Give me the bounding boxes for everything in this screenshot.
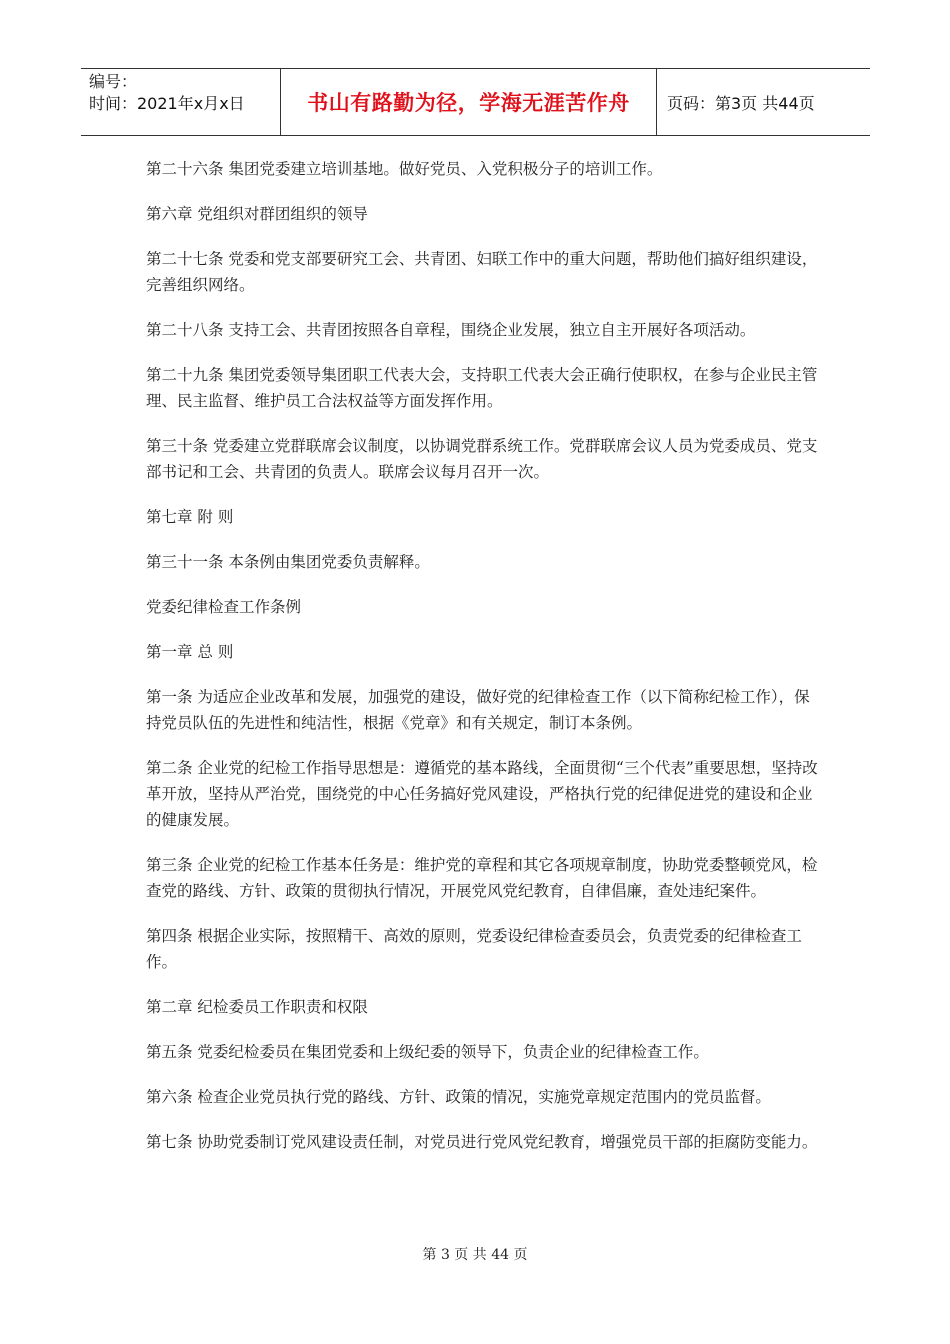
paragraph: 第二条 企业党的纪检工作指导思想是：遵循党的基本路线，全面贯彻“三个代表”重要思想，坚持改革开放，坚持从严治党，围绕党的中心任务搞好党风建设，严格执行党的纪律促进党的建设和企业的健康发展。 xyxy=(146,759,818,829)
paragraph: 第三十条 党委建立党群联席会议制度，以协调党群系统工作。党群联席会议人员为党委成员、党支部书记和工会、共青团的负责人。联席会议每月召开一次。 xyxy=(146,437,818,481)
header-meta xyxy=(81,69,281,135)
chapter-heading: 第七章 附 则 xyxy=(146,508,234,526)
paragraph: 第三条 企业党的纪检工作基本任务是：维护党的章程和其它各项规章制度，协助党委整顿党风，检查党的路线、方针、政策的贯彻执行情况，开展党风党纪教育，自律倡廉，查处违纪案件。 xyxy=(146,856,818,900)
paragraph: 第一条 为适应企业改革和发展，加强党的建设，做好党的纪律检查工作（以下简称纪检工作），保持党员队伍的先进性和纯洁性，根据《党章》和有关规定，制订本条例。 xyxy=(146,688,810,732)
chapter-heading: 第二章 纪检委员工作职责和权限 xyxy=(146,998,368,1016)
paragraph: 第二十八条 支持工会、共青团按照各自章程，围绕企业发展，独立自主开展好各项活动。 xyxy=(146,321,756,339)
paragraph: 第三十一条 本条例由集团党委负责解释。 xyxy=(146,553,430,571)
document-body xyxy=(146,156,818,1174)
chapter-heading: 第一章 总 则 xyxy=(146,643,234,661)
paragraph: 第五条 党委纪检委员在集团党委和上级纪委的领导下，负责企业的纪律检查工作。 xyxy=(146,1043,709,1061)
page-footer: 第 3 页 共 44 页 xyxy=(422,1247,528,1263)
header-motto: 书山有路勤为径，学海无涯苦作舟 xyxy=(281,69,657,135)
paragraph: 第六条 检查企业党员执行党的路线、方针、政策的情况，实施党章规定范围内的党员监督。 xyxy=(146,1088,771,1106)
paragraph: 第二十六条 集团党委建立培训基地。做好党员、入党积极分子的培训工作。 xyxy=(146,160,663,178)
document-date: 时间：2021年x月x日 xyxy=(89,94,245,113)
paragraph: 第二十九条 集团党委领导集团职工代表大会，支持职工代表大会正确行使职权，在参与企业民主管理、民主监督、维护员工合法权益等方面发挥作用。 xyxy=(146,366,818,410)
section-title: 党委纪律检查工作条例 xyxy=(146,598,302,616)
paragraph: 第二十七条 党委和党支部要研究工会、共青团、妇联工作中的重大问题，帮助他们搞好组织建设，完善组织网络。 xyxy=(146,250,818,294)
document-number-label: 编号： xyxy=(89,72,138,91)
header-page-number: 页码：第3页 共44页 xyxy=(667,93,815,113)
chapter-heading: 第六章 党组织对群团组织的领导 xyxy=(146,205,368,223)
paragraph: 第四条 根据企业实际，按照精干、高效的原则，党委设纪律检查委员会，负责党委的纪律检查工作。 xyxy=(146,927,802,971)
document-header xyxy=(81,68,870,136)
paragraph: 第七条 协助党委制订党风建设责任制，对党员进行党风党纪教育，增强党员干部的拒腐防变能力。 xyxy=(146,1133,818,1151)
